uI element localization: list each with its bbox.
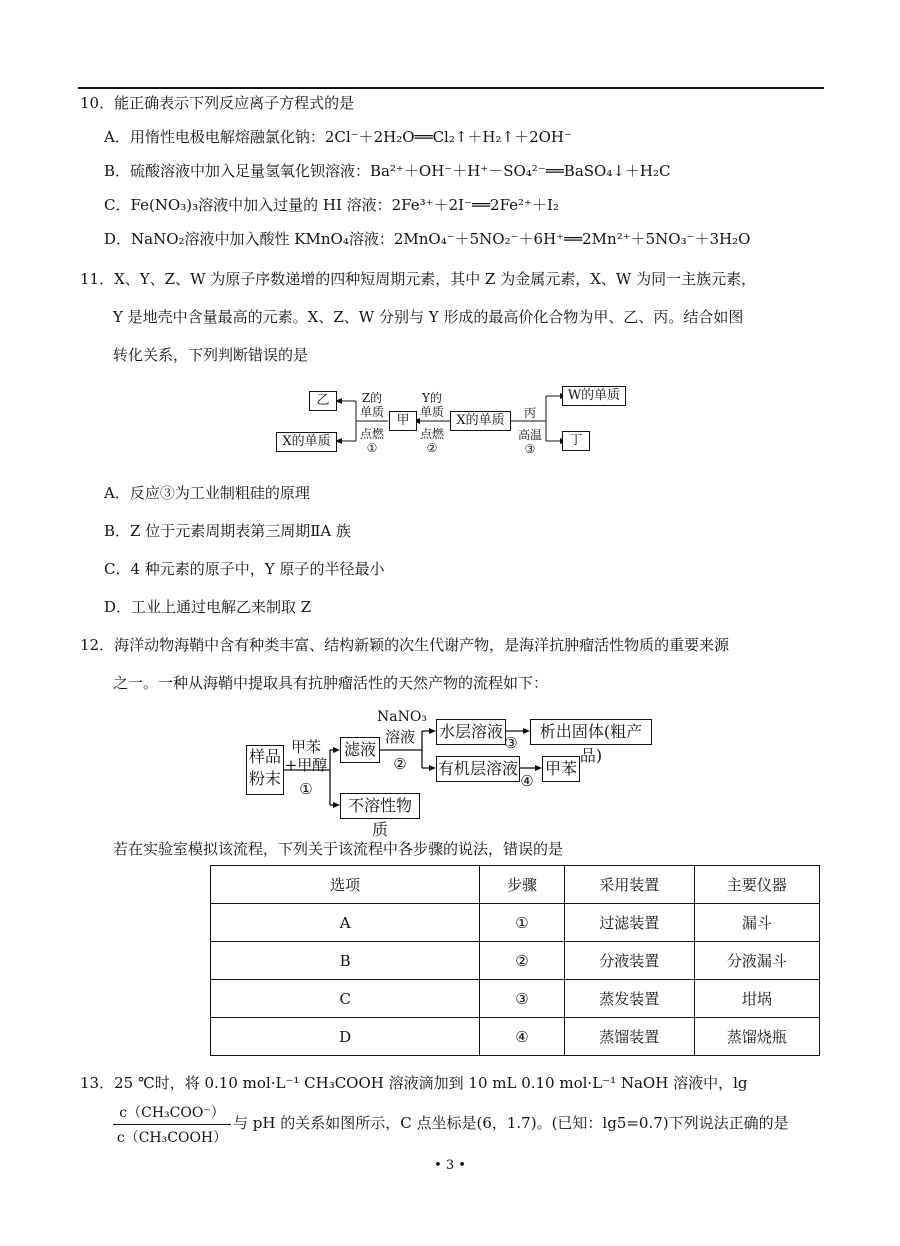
table-row (211, 1018, 820, 1056)
reagent-label-1: 甲苯 (290, 738, 321, 756)
fraction-denominator: c（CH₃COOH） (116, 1130, 228, 1146)
solution-label: 溶液 (384, 728, 415, 746)
q10-option-b: B．硫酸溶液中加入足量氢氧化钡溶液：Ba²⁺＋OH⁻＋H⁺－SO₄²⁻══BaSO₄↓＋H₂C (104, 162, 671, 180)
cell-option: D (211, 1018, 480, 1056)
x-element-box-center: X的单质 (450, 411, 511, 431)
q11-option-d: D．工业上通过电解乙来制取 Z (104, 598, 312, 616)
cell-apparatus: 过滤装置 (564, 904, 694, 942)
q11-option-a: A．反应③为工业制粗硅的原理 (104, 484, 310, 502)
ding-box: 丁 (562, 431, 590, 451)
q13-line2: 与 pH 的关系如图所示，C 点坐标是(6，1.7)。(已知：lg5=0.7)下列说法正确的是 (233, 1114, 789, 1132)
ignite-label-1: 点燃 (359, 427, 384, 441)
sample-label-1: 样品 (248, 747, 281, 766)
q13-line1: 13．25 ℃时，将 0.10 mol·L⁻¹ CH₃COOH 溶液滴加到 10 mL 0.10 mol·L⁻¹ NaOH 溶液中，lg (80, 1074, 748, 1092)
table-row (211, 980, 820, 1018)
ignite-label-2: 点燃 (419, 427, 444, 441)
flow-step-1-mark: ① (299, 780, 313, 798)
q10-stem: 10．能正确表示下列反应离子方程式的是 (80, 94, 355, 112)
cell-apparatus: 蒸馏装置 (564, 1018, 694, 1056)
q10-option-c: C．Fe(NO₃)₃溶液中加入过量的 HI 溶液：2Fe³⁺＋2I⁻══2Fe²⁺＋I₂ (104, 196, 559, 214)
cell-option: A (211, 904, 480, 942)
q12-steps-table (210, 865, 820, 1056)
jia-box: 甲 (389, 411, 417, 431)
cell-step: ① (480, 904, 564, 942)
reagent-label-2: +甲醇 (284, 756, 328, 774)
toluene-box: 甲苯 (542, 756, 580, 782)
q11-line3: 转化关系，下列判断错误的是 (113, 346, 309, 364)
cell-option: B (211, 942, 480, 980)
w-element-box: W的单质 (562, 386, 626, 406)
yi-box: 乙 (309, 391, 337, 411)
step-2-mark: ② (426, 441, 438, 455)
q12-prompt: 若在实验室模拟该流程，下列关于该流程中各步骤的说法，错误的是 (113, 840, 564, 858)
cell-instrument: 蒸馏烧瓶 (694, 1018, 819, 1056)
q12-line2: 之一。一种从海鞘中提取具有抗肿瘤活性的天然产物的流程如下： (113, 674, 549, 692)
flow-step-3-mark: ③ (504, 734, 518, 752)
cell-instrument: 漏斗 (694, 904, 819, 942)
header-apparatus: 采用装置 (564, 866, 694, 904)
z-label-1: Z的 (361, 391, 383, 405)
cell-step: ③ (480, 980, 564, 1018)
insoluble-matter-box: 不溶性物质 (340, 793, 420, 819)
cell-step: ④ (480, 1018, 564, 1056)
q10-option-a: A．用惰性电极电解熔融氯化钠：2Cl⁻＋2H₂O══Cl₂↑＋H₂↑＋2OH⁻ (104, 128, 572, 146)
nano3-label: NaNO₃ (377, 709, 427, 725)
q11-option-b: B．Z 位于元素周期表第三周期ⅡA 族 (104, 522, 352, 540)
z-label-2: 单质 (359, 405, 384, 419)
q11-option-c: C．4 种元素的原子中，Y 原子的半径最小 (104, 560, 385, 578)
bing-label: 丙 (523, 406, 536, 420)
sample-powder-box (246, 745, 284, 795)
step-1-mark: ① (366, 441, 378, 455)
cell-step: ② (480, 942, 564, 980)
header-option: 选项 (211, 866, 480, 904)
step-3-mark: ③ (524, 442, 536, 456)
q12-line1: 12．海洋动物海鞘中含有种类丰富、结构新颖的次生代谢产物，是海洋抗肿瘤活性物质的重要来源 (80, 636, 730, 654)
fraction-numerator: c（CH₃COO⁻） (113, 1102, 231, 1125)
q10-option-d: D．NaNO₂溶液中加入酸性 KMnO₄溶液：2MnO₄⁻＋5NO₂⁻＋6H⁺══2Mn²⁺＋5NO₃⁻＋3H₂O (104, 230, 751, 248)
sample-label-2: 粉末 (248, 769, 281, 788)
page-number: • 3 • (434, 1158, 466, 1173)
q11-line2: Y 是地壳中含量最高的元素。X、Z、W 分别与 Y 形成的最高价化合物为甲、乙、丙。结合如图 (113, 308, 744, 326)
q12-table-body (211, 866, 820, 1056)
q11-line1: 11．X、Y、Z、W 为原子序数递增的四种短周期元素，其中 Z 为金属元素，X、W 为同一主族元素， (80, 270, 757, 288)
table-row (211, 942, 820, 980)
y-label-1: Y的 (422, 391, 442, 405)
flow-step-4-mark: ④ (520, 772, 534, 790)
cell-apparatus: 分液装置 (564, 942, 694, 980)
y-label-2: 单质 (419, 405, 444, 419)
cell-apparatus: 蒸发装置 (564, 980, 694, 1018)
aqueous-layer-box: 水层溶液 (436, 719, 506, 745)
filtrate-box: 滤液 (340, 737, 380, 763)
cell-instrument: 分液漏斗 (694, 942, 819, 980)
q13-fraction (113, 1102, 231, 1147)
header-step: 步骤 (480, 866, 564, 904)
cell-option: C (211, 980, 480, 1018)
precipitated-solid-box: 析出固体(粗产品) (530, 719, 652, 745)
high-temp-label: 高温 (517, 428, 542, 442)
table-header-row (211, 866, 820, 904)
x-element-box-left: X的单质 (276, 432, 337, 452)
header-instrument: 主要仪器 (694, 866, 819, 904)
flow-step-2-mark: ② (393, 755, 407, 773)
table-row (211, 904, 820, 942)
cell-instrument: 坩埚 (694, 980, 819, 1018)
organic-layer-box: 有机层溶液 (436, 756, 520, 782)
